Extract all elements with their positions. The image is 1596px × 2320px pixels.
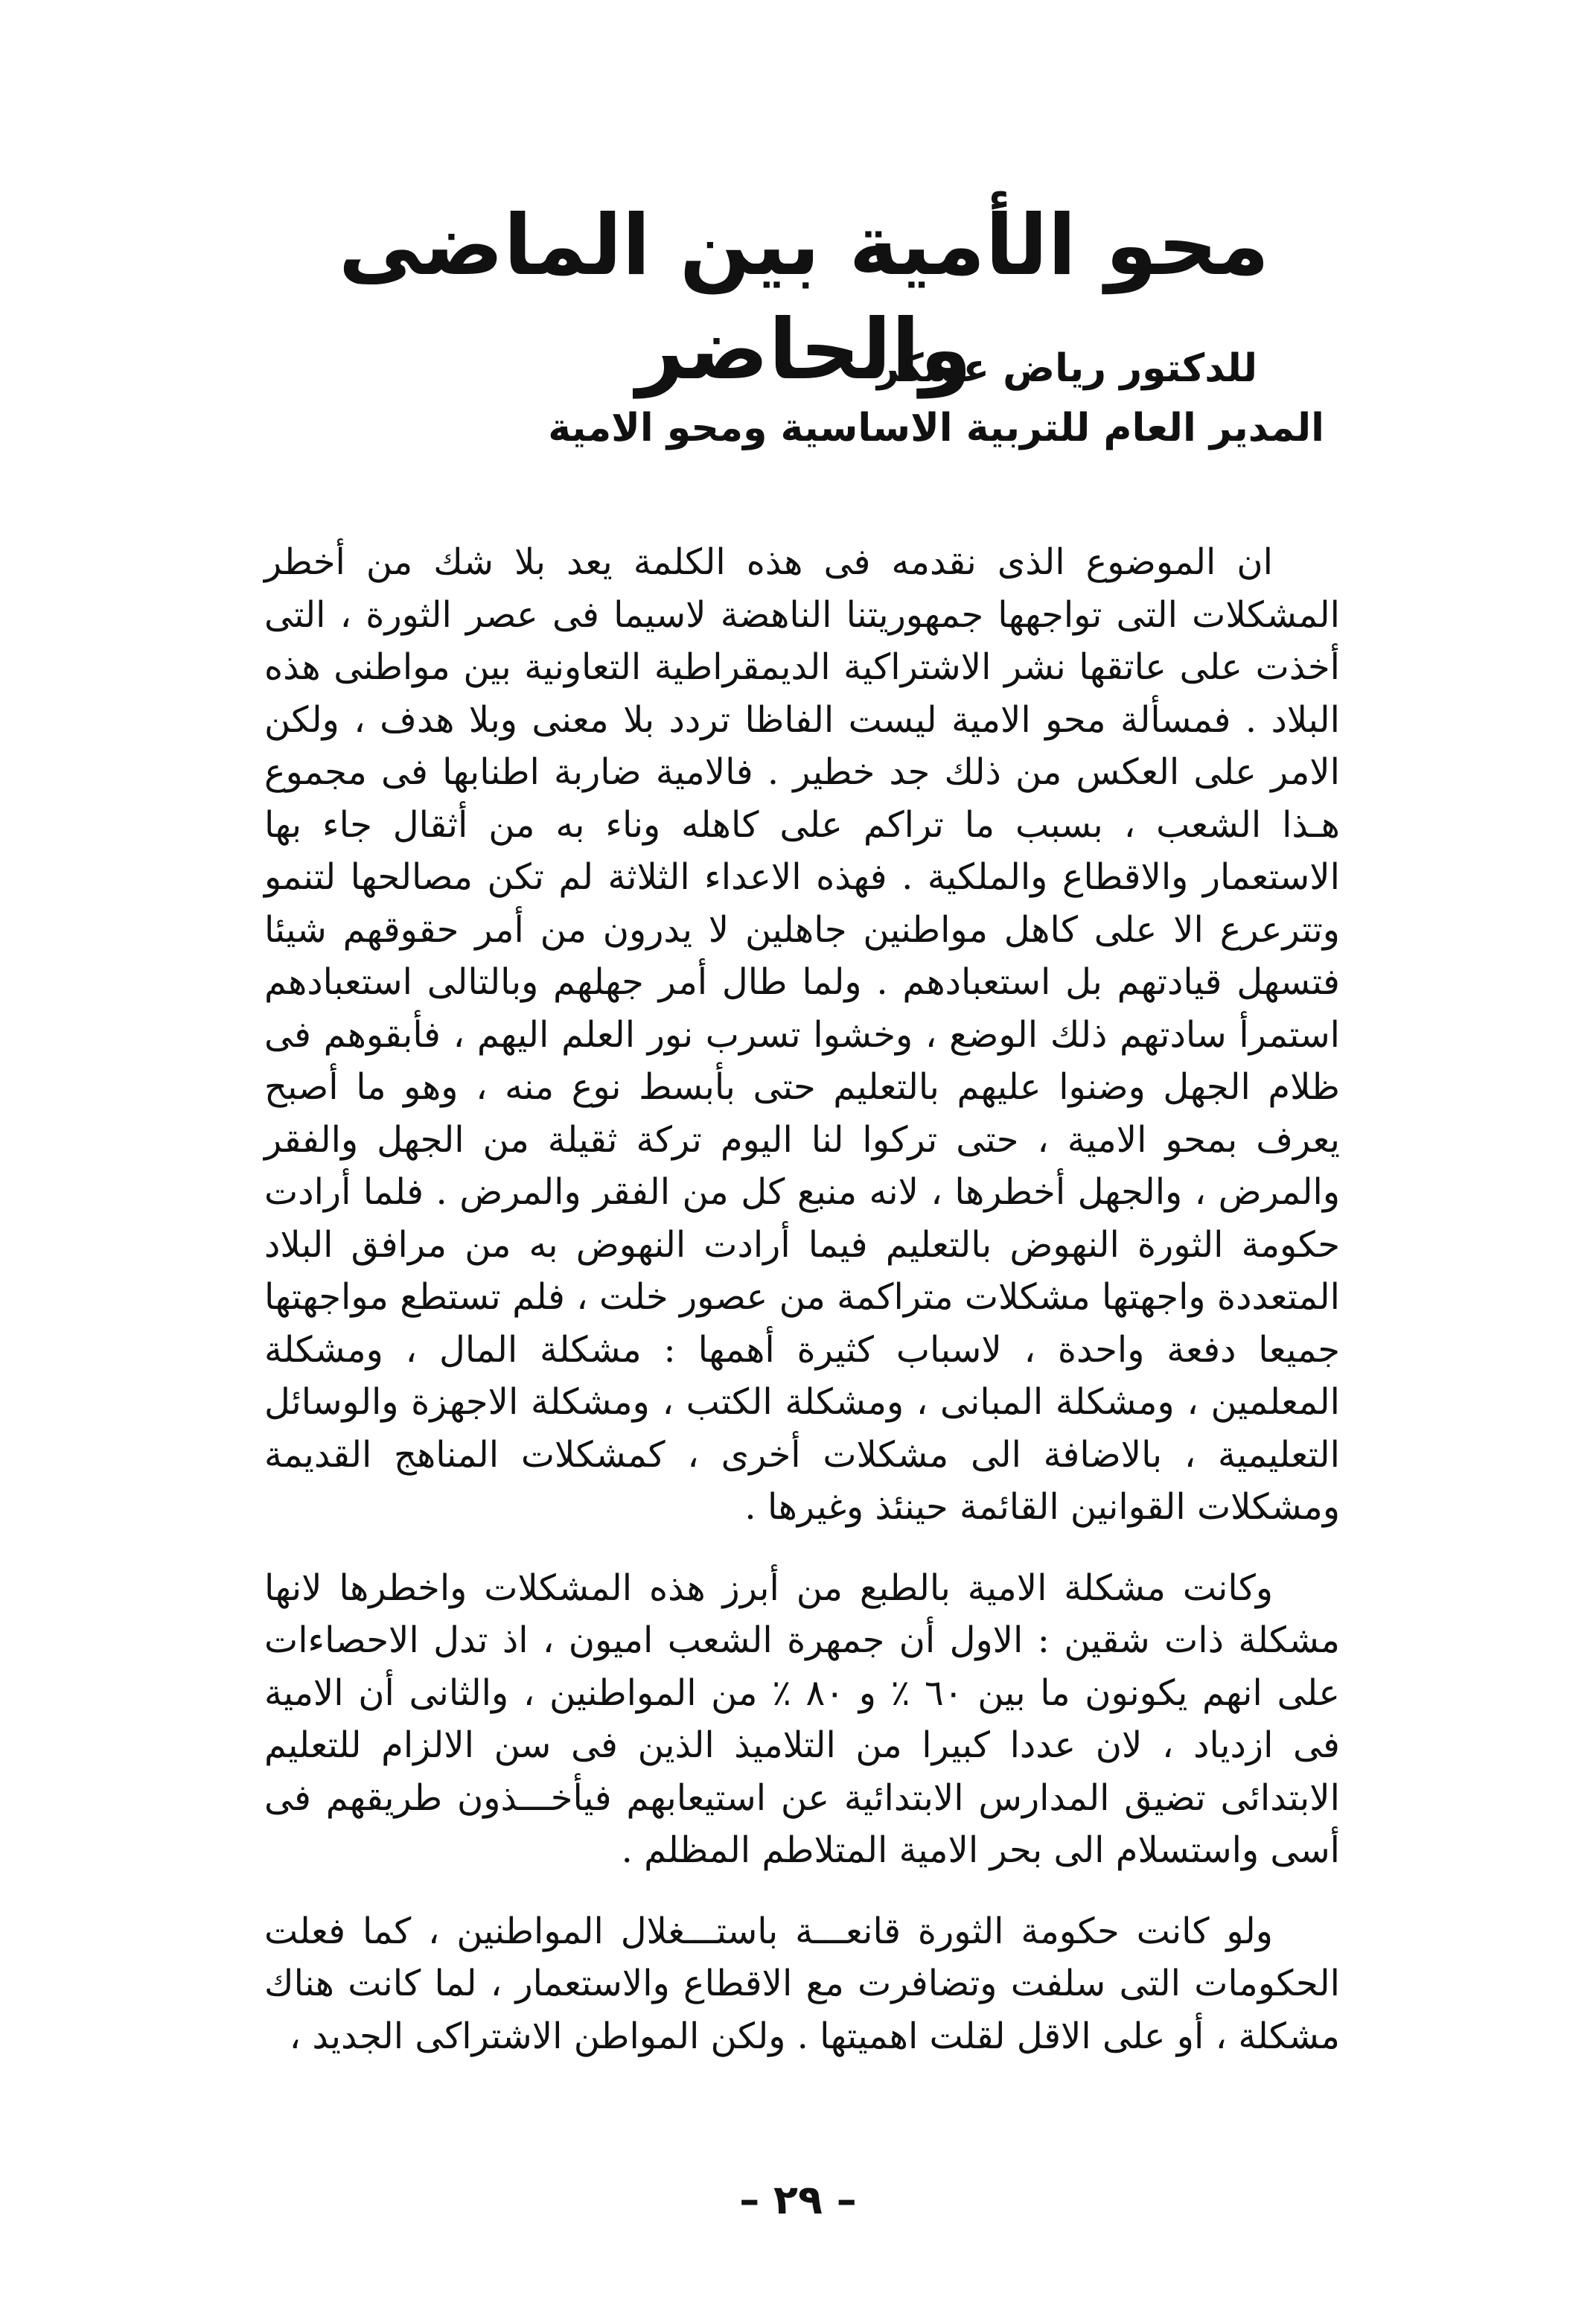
paragraph-2: وكانت مشكلة الامية بالطبع من أبرز هذه المشكلات واخطرها لانها مشكلة ذات شقين : الاول أن جمهرة الشعب اميون ، اذ تدل الاحصاءات على انهم يكونون ما بين ٦٠ ٪ و ٨٠ ٪ من المواطنين ، والثانى أن الامية فى ازدياد ، لان عددا كبيرا من التلاميذ الذين فى سن الالزام للتعليم الابتدائى تضيق المدارس الابتدائية عن استيعابهم فيأخـــذون طريقهم فى أسى واستسلام الى بحر الامية المتلاطم المظلم .: [264, 1567, 1340, 1871]
paragraph-1: ان الموضوع الذى نقدمه فى هذه الكلمة يعد بلا شك من أخطر المشكلات التى تواجهها جمهوريتنا الناهضة لاسيما فى عصر الثورة ، التى أخذت على عاتقها نشر الاشتراكية الديمقراطية التعاونية بين مواطنى هذه البلاد . فمسألة محو الامية ليست الفاظا تردد بلا معنى وبلا هدف ، ولكن الامر على العكس من ذلك جد خطير . فالامية ضاربة اطنابها فى مجموع هـذا الشعب ، بسبب ما تراكم على كاهله وناء به من أثقال جاء بها الاستعمار والاقطاع والملكية . فهذه الاعداء الثلاثة لم تكن مصالحها لتنمو وتترعرع الا على كاهل مواطنين جاهلين لا يدرون من أمر حقوقهم شيئا فتسهل قيادتهم بل استعبادهم . ولما طال أمر جهلهم وبالتالى استعبادهم استمرأ سادتهم ذلك الوضع ، وخشوا تسرب نور العلم اليهم ، فأبقوهم فى ظلام الجهل وضنوا عليهم بالتعليم حتى بأبسط نوع منه ، وهو ما أصبح يعرف بمحو الامية ، حتى تركوا لنا اليوم تركة ثقيلة من الجهل والفقر والمرض ، والجهل أخطرها ، لانه منبع كل من الفقر والمرض . فلما أرادت حكومة الثورة النهوض بالتعليم فيما أرادت النهوض به من مرافق البلاد المتعددة واجهتها مشكلات متراكمة من عصور خلت ، فلم تستطع مواجهتها جميعا دفعة واحدة ، لاسباب كثيرة أهمها : مشكلة المال ، ومشكلة المعلمين ، ومشكلة المبانى ، ومشكلة الكتب ، ومشكلة الاجهزة والوسائل التعليمية ، بالاضافة الى مشكلات أخرى ، كمشكلات المناهج القديمة ومشكلات القوانين القائمة حينئذ وغيرها .: [264, 541, 1341, 1528]
article-title: محو الأمية بين الماضى والحاضر: [338, 197, 1270, 398]
author-role: المدير العام للتربية الاساسية ومحو الامية: [548, 406, 1324, 450]
page-number: – ٢٩ –: [739, 2176, 857, 2223]
byline: [208, 339, 1324, 458]
article-body: [264, 536, 1340, 2062]
paragraph-3: ولو كانت حكومة الثورة قانعـــة باستـــغلال المواطنين ، كما فعلت الحكومات التى سلفت وتضافرت مع الاقطاع والاستعمار ، لما كانت هناك مشكلة ، أو على الاقل لقلت اهميتها . ولكن المواطن الاشتراكى الجديد ،: [264, 1910, 1340, 2057]
author-name: للدكتور رياض عسكر: [877, 346, 1257, 391]
